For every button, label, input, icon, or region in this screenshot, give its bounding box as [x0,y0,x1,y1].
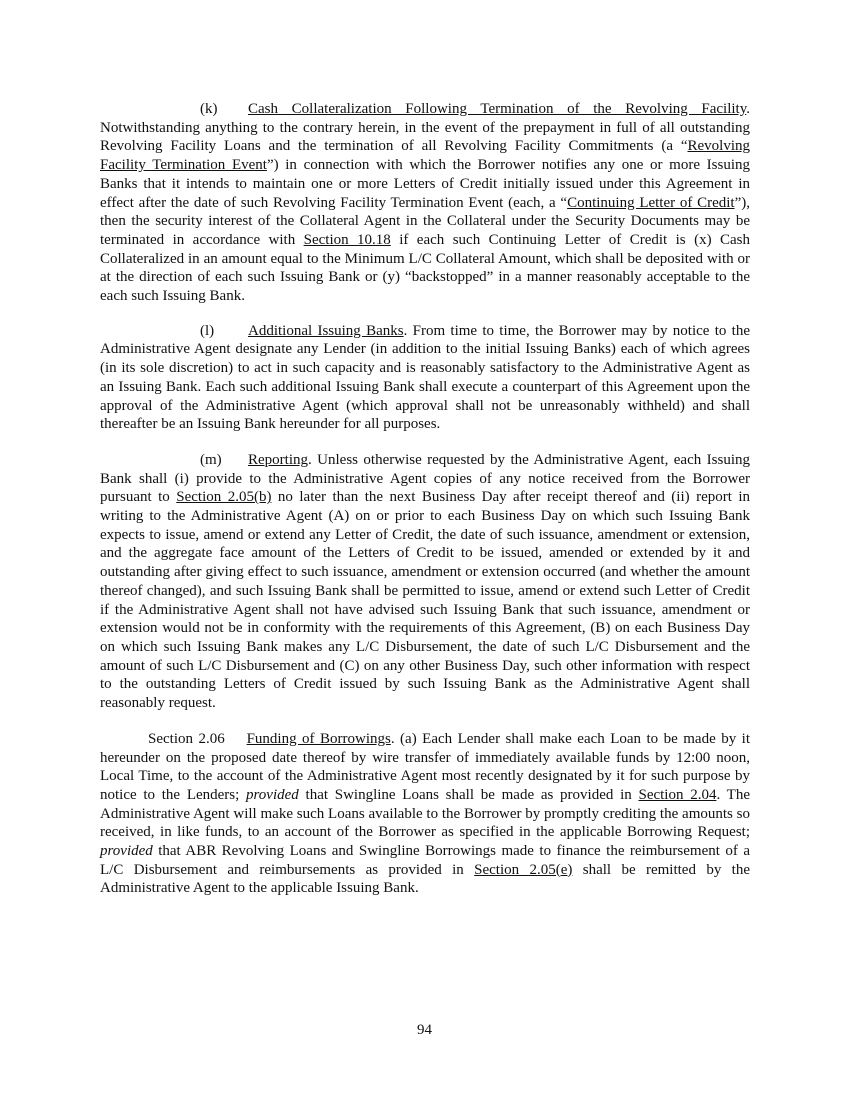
paragraph-heading: Additional Issuing Banks [248,322,404,339]
defined-term: Continuing Letter of Credit [567,194,735,211]
body-text: ”) in connection with which the Borrower notifies any one or more Issuing Banks that it intends to maintain one or more Letters of Credit initially issued under this Agreement in effect after the date of such Revolving Facility Termination Event (each, a “ [100,157,750,211]
section-reference: Section 2.04 [638,786,717,803]
heading-period: . [746,101,750,117]
body-text: . The Administrative Agent will make such Loans available to the Borrower by promptly crediting the amounts so received, in like funds, to an account of the Borrower as specified in the applicable Borrowing Request; [100,786,750,841]
body-text: . From time to time, the Borrower may by notice to the Administrative Agent designate any Lender (in addition to the initial Issuing Banks) each of which agrees (in its sole discretion) to act in such capacity and is reasonably satisfactory to the Administrative Agent as an Issuing Bank. Each such additional Issuing Bank shall execute a counterpart of this Agreement upon the approval of the Administrative Agent (which approval shall not be unreasonably withheld) and shall thereafter be an Issuing Bank hereunder for all purposes. [100,322,750,433]
proviso-term: provided [100,843,153,860]
paragraph-l [100,322,750,434]
defined-term: Revolving Facility Termination Event [100,138,750,174]
body-text: if each such Continuing Letter of Credit is (x) Cash Collateralized in an amount equal to the Minimum L/C Collateral Amount, which shall be deposited with or at the direction of each such Issuing Bank or (y) “backstopped” in a manner reasonably acceptable to the each such Issuing Bank. [100,231,750,305]
proviso-term: provided [246,786,299,803]
section-number: Section 2.06 [148,730,225,747]
paragraph-label: (l) [200,322,215,339]
body-text: shall be remitted by the Administrative Agent to the applicable Issuing Bank. [100,861,751,897]
body-text: . (a) Each Lender shall make each Loan to be made by it hereunder on the proposed date thereof by wire transfer of immediately available funds by 12:00 noon, Local Time, to the account of the Administrative Agent most recently designated by it for such purpose by notice to the Lenders; [100,730,750,803]
paragraph-label: (m) [200,451,222,468]
paragraph-label: (k) [200,101,218,117]
paragraph-heading: Cash Collateralization Following Termination of the Revolving Facility [248,101,747,117]
body-text: ”), then the security interest of the Collateral Agent in the Collateral under the Security Documents may be terminated in accordance with [100,194,750,248]
section-reference: Section 2.05(e) [474,861,573,878]
body-text: that Swingline Loans shall be made as provided in [298,786,639,803]
section-heading: Funding of Borrowings [246,730,391,747]
page-number: 94 [417,1022,432,1038]
section-reference: Section 2.05(b) [176,489,272,506]
document-page [100,100,750,915]
paragraph-m [100,451,750,713]
body-text: Notwithstanding anything to the contrary herein, in the event of the prepayment in full of all outstanding Revolving Facility Loans and the termination of all Revolving Facility Commitments (a “ [100,119,750,155]
section-reference: Section 10.18 [303,231,391,248]
body-text: . Unless otherwise requested by the Administrative Agent, each Issuing Bank shall (i) provide to the Administrative Agent copies of any notice received from the Borrower pursuant to [100,451,750,506]
paragraph-heading: Reporting [248,451,308,468]
paragraph-k [100,100,750,306]
section-2-06 [100,730,750,898]
body-text: no later than the next Business Day after receipt thereof and (ii) report in writing to the Administrative Agent (A) on or prior to each Business Day on which such Issuing Bank expects to issue, amend or extend any Letter of Credit, the date of such issuance, amendment or extension, and the aggregate face amount of the Letters of Credit to be issued, amended or extended by it and outstanding after giving effect to such issuance, amendment or extension occurred (and whether the amount thereof changed), and such Issuing Bank shall be permitted to issue, amend or extend such Letter of Credit if the Administrative Agent shall not have advised such Issuing Bank that such issuance, amendment or extension would not be in conformity with the requirements of this Agreement, (B) on each Business Day on which such Issuing Bank makes any L/C Disbursement, the date of such L/C Disbursement and the amount of such L/C Disbursement and (C) on any other Business Day, such other information with respect to the outstanding Letters of Credit issued by such Issuing Bank as the Administrative Agent shall reasonably request. [100,489,751,712]
body-text: that ABR Revolving Loans and Swingline Borrowings made to finance the reimbursement of a L/C Disbursement and reimbursements as provided in [100,843,750,878]
